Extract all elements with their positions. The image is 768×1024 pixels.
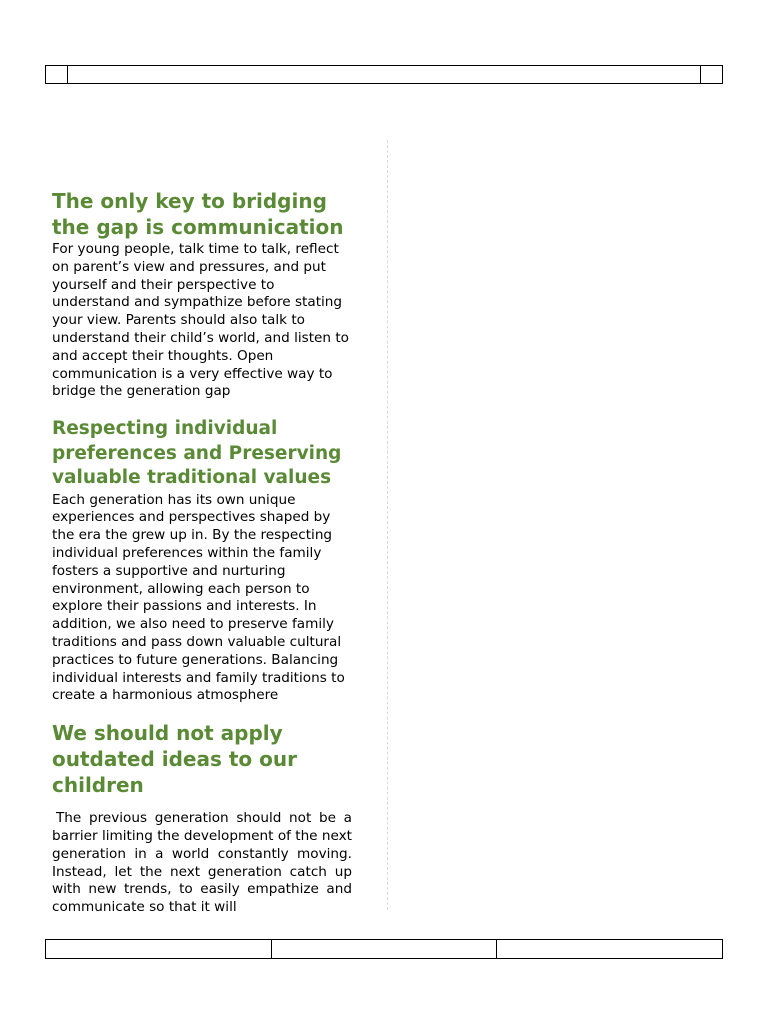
footer-cell-right <box>497 940 722 958</box>
header-table <box>45 65 723 84</box>
footer-cell-center <box>272 940 498 958</box>
text-column <box>52 188 352 917</box>
header-cell-right <box>701 66 722 83</box>
section-heading-communication: The only key to bridging the gap is communication <box>52 189 344 239</box>
footer-cell-left <box>46 940 272 958</box>
section-heading-outdated-ideas: We should not apply outdated ideas to our children <box>52 721 297 798</box>
section-body-outdated-ideas: The previous generation should not be a barrier limiting the development of the next generation in a world constantly moving. Instead, let the next generation catch up with new trends, to easily empathize and communicate so that it will <box>52 810 352 916</box>
section-heading-preferences: Respecting individual preferences and Preserving valuable traditional values <box>52 418 342 489</box>
section-body-communication: For young people, talk time to talk, reflect on parent’s view and pressures, and put yourself and their perspective to understand and sympathize before stating your view. Parents should also talk to understand their child’s world, and listen to and accept their thoughts. Open communication is a very effective way to bridge the generation gap <box>52 241 349 400</box>
section-body-preferences: Each generation has its own unique experiences and perspectives shaped by the era the grew up in. By the respecting individual preferences within the family fosters a supportive and nurturing environment, allowing each person to explore their passions and interests. In addition, we also need to preserve family traditions and pass down valuable cultural practices to future generations. Balancing individual interests and family traditions to create a harmonious atmosphere <box>52 491 345 704</box>
header-cell-center <box>68 66 701 83</box>
footer-table <box>45 939 723 959</box>
header-cell-left <box>46 66 68 83</box>
column-divider <box>387 140 388 910</box>
